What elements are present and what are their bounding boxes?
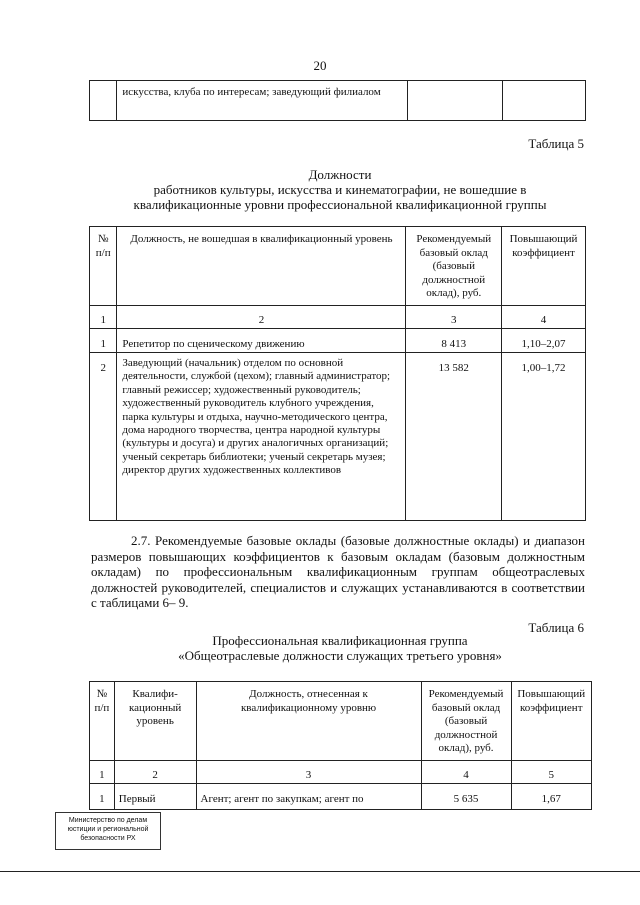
header-num: № п/п: [94, 688, 110, 714]
col-number: 4: [463, 769, 469, 781]
row-level: Первый: [118, 793, 156, 805]
table5-title-line3: квалификационные уровни профессиональной квалификационной группы: [133, 197, 547, 212]
row-position: Заведующий (начальник) отделом по основной деятельности, службой (цехом); главный администратор; главный режиссер; художественный руководитель; художественный руководитель клубного учреждения, парка культуры и отдыха, научно-методического центра, дома народного творчества, центра народной культуры (культуры и досуга) и других аналогичных организаций; ученый секретарь библиотеки; ученый секретарь музея; директор других художественных коллективов: [122, 357, 391, 477]
table-cell: [406, 306, 502, 329]
table6-caption: Таблица 6: [528, 620, 584, 635]
page-bottom-rule: [0, 871, 640, 872]
row-coef: 1,00–1,72: [521, 362, 566, 374]
col-number: 1: [99, 769, 105, 781]
header-cell: [90, 682, 115, 761]
row-salary: 5 635: [453, 793, 479, 805]
row-coef: 1,67: [541, 793, 561, 805]
stamp-line1: Министерство по делам: [68, 817, 148, 824]
header-cell: [196, 682, 421, 761]
table-cell: [117, 306, 406, 329]
column-number-row: [90, 306, 586, 329]
table-cell: [117, 353, 406, 521]
header-salary: Рекомендуемый базовый оклад (базовый должностной оклад), руб.: [416, 233, 492, 299]
stamp-line3: безопасности РХ: [80, 835, 136, 842]
header-position: Должность, отнесенная к квалификационному уровню: [240, 688, 377, 714]
header-num: № п/п: [95, 233, 111, 259]
table-cell: [502, 81, 585, 121]
table-row: [90, 353, 586, 521]
table-cell: [117, 329, 406, 353]
table-cell: [117, 81, 408, 121]
table-cell: [196, 761, 421, 784]
header-coef: Повышающий коэффициент: [509, 233, 578, 259]
table-cell: [511, 761, 591, 784]
col-number: 2: [258, 314, 265, 326]
table-cell: [196, 784, 421, 810]
row-position: Репетитор по сценическому движению: [122, 338, 305, 350]
ministry-stamp: [55, 812, 161, 850]
paragraph-2-7: 2.7. Рекомендуемые базовые оклады (базовые должностные оклады) и диапазон размеров повышающих коэффициентов к базовым окладам (базовым должностным окладам) по профессиональным квалификационным группам общеотраслевых должностей руководителей, специалистов и служащих устанавливаются в соответствии с таблицами 6– 9.: [91, 533, 585, 610]
header-cell: [117, 227, 406, 306]
table-cell: [90, 761, 115, 784]
row-text: искусства, клуба по интересам; заведующий филиалом: [122, 86, 381, 98]
table-cell: [90, 81, 117, 121]
table-header-row: [90, 682, 592, 761]
table-cell: [406, 329, 502, 353]
table-header-row: [90, 227, 586, 306]
col-number: 3: [305, 769, 312, 781]
top-continuation-table: [89, 80, 586, 121]
table6-title: [90, 633, 590, 663]
table-cell: [90, 353, 117, 521]
row-num: 1: [99, 793, 105, 805]
table-cell: [421, 761, 511, 784]
table-cell: [408, 81, 503, 121]
table-cell: [114, 784, 196, 810]
col-number: 3: [451, 314, 457, 326]
header-cell: [502, 227, 586, 306]
row-coef: 1,10–2,07: [521, 338, 566, 350]
header-cell: [511, 682, 591, 761]
header-coef: Повышающий коэффициент: [517, 688, 586, 714]
row-salary: 13 582: [438, 362, 469, 374]
row-num: 1: [100, 338, 106, 350]
header-cell: [406, 227, 502, 306]
col-number: 2: [152, 769, 158, 781]
col-number: 4: [540, 314, 547, 326]
table6-title-line1: Профессиональная квалификационная группа: [212, 633, 468, 648]
table-cell: [502, 353, 586, 521]
table5-title-line2: работников культуры, искусства и кинематографии, не вошедшие в: [153, 182, 527, 197]
table-cell: [502, 329, 586, 353]
table-cell: [114, 761, 196, 784]
table-cell: [406, 353, 502, 521]
table5-title: [90, 167, 590, 212]
stamp-line2: юстиции и региональной: [67, 826, 149, 833]
table5-title-line1: Должности: [308, 167, 372, 182]
table5-caption: Таблица 5: [528, 136, 584, 151]
table-row: [90, 784, 592, 810]
col-number: 5: [548, 769, 554, 781]
col-number: 1: [100, 314, 106, 326]
table6: [89, 681, 592, 810]
table-cell: [421, 784, 511, 810]
header-position: Должность, не вошедшая в квалификационный уровень: [130, 233, 393, 245]
header-cell: [421, 682, 511, 761]
table-cell: [90, 329, 117, 353]
table-row: [90, 329, 586, 353]
table6-title-line2: «Общеотраслевые должности служащих третьего уровня»: [178, 648, 502, 663]
row-salary: 8 413: [441, 338, 467, 350]
table-cell: [90, 784, 115, 810]
table-cell: [90, 306, 117, 329]
header-salary: Рекомендуемый базовый оклад (базовый должностной оклад), руб.: [428, 688, 504, 754]
header-level: Квалифи-кационный уровень: [128, 688, 182, 727]
table-cell: [511, 784, 591, 810]
row-position: Агент; агент по закупкам; агент по: [200, 793, 364, 805]
page-number: 20: [313, 58, 327, 73]
column-number-row: [90, 761, 592, 784]
table-cell: [502, 306, 586, 329]
row-num: 2: [100, 362, 106, 374]
header-cell: [90, 227, 117, 306]
table5: [89, 226, 586, 521]
header-cell: [114, 682, 196, 761]
